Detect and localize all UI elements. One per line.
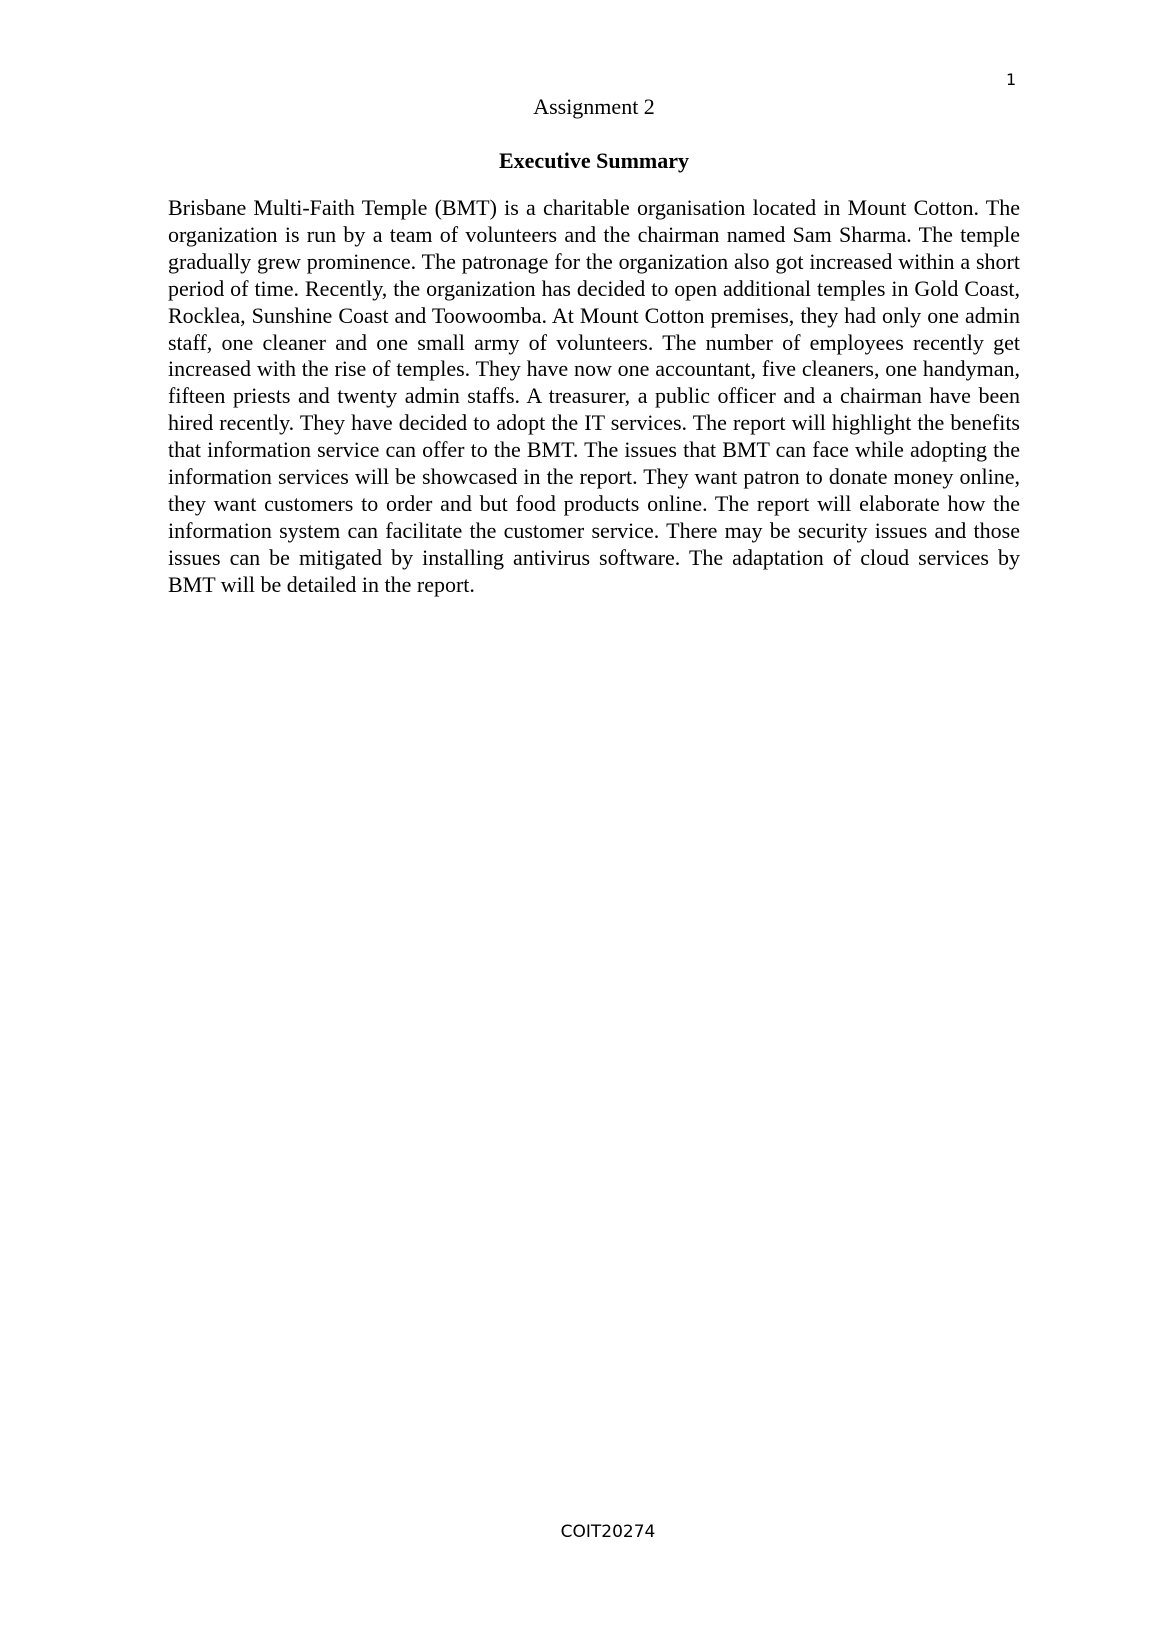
assignment-title: Assignment 2 — [533, 94, 655, 119]
page-number: 1 — [1006, 70, 1017, 89]
executive-summary-paragraph: Brisbane Multi-Faith Temple (BMT) is a charitable organisation located in Mount Cotton. The organization is run by a team of volunteers and the chairman named Sam Sharma. The temple gradually grew prominence. The patronage for the organization also got increased within a short period of time. Recently, the organization has decided to open additional temples in Gold Coast, Rocklea, Sunshine Coast and Toowoomba. At Mount Cotton premises, they had only one admin staff, one cleaner and one small army of volunteers. The number of employees recently get increased with the rise of temples. They have now one accountant, five cleaners, one handyman, fifteen priests and twenty admin staffs. A treasurer, a public officer and a chairman have been hired recently. They have decided to adopt the IT services. The report will highlight the benefits that information service can offer to the BMT. The issues that BMT can face while adopting the information services will be showcased in the report. They want patron to donate money online, they want customers to order and but food products online. The report will elaborate how the information system can facilitate the customer service. There may be security issues and those issues can be mitigated by installing antivirus software. The adaptation of cloud services by BMT will be detailed in the report. — [168, 195, 1020, 597]
section-title: Executive Summary — [498, 148, 690, 173]
footer-course-code: COIT20274 — [560, 1522, 656, 1542]
